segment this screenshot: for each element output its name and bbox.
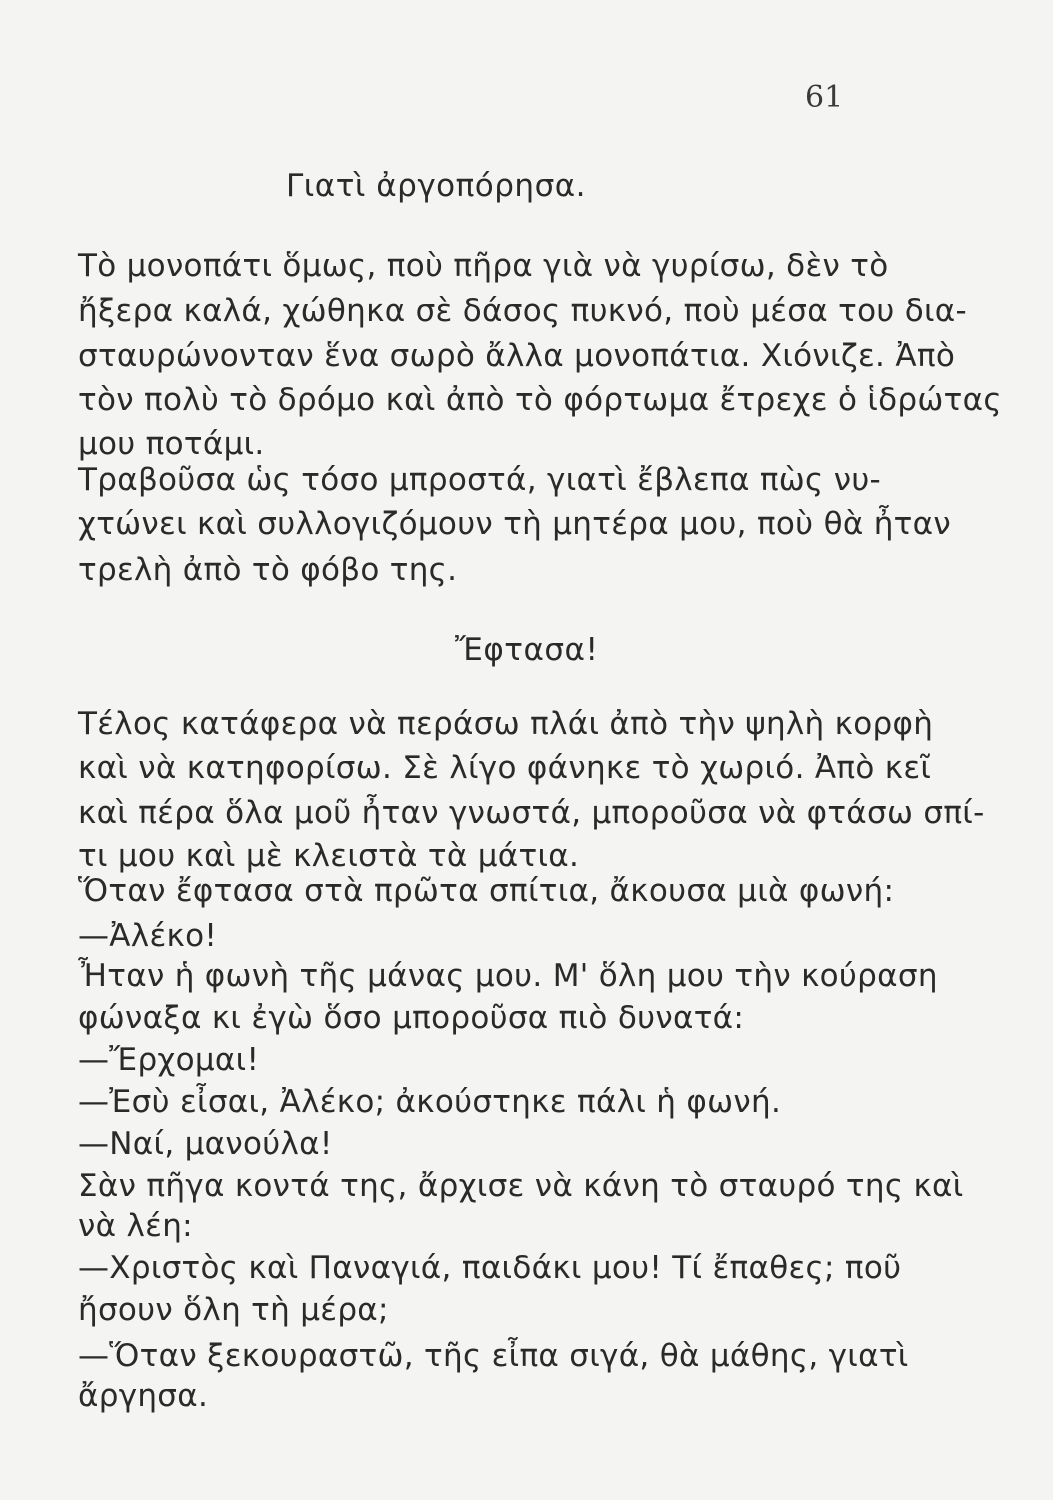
- paragraph-line: τι μου καὶ μὲ κλειστὰ τὰ μάτια.: [78, 838, 580, 874]
- dialogue-line: —Ὅταν ξεκουραστῶ, τῆς εἶπα σιγά, θὰ μάθης, γιατὶ: [78, 1338, 909, 1374]
- dialogue-line: —Ἐσὺ εἶσαι, Ἀλέκο; ἀκούστηκε πάλι ἡ φωνή.: [78, 1084, 782, 1120]
- paragraph-line: φώναξα κι ἐγὼ ὅσο μποροῦσα πιὸ δυνατά:: [78, 1000, 745, 1036]
- paragraph-line: Σὰν πῆγα κοντά της, ἄρχισε νὰ κάνη τὸ σταυρό της καὶ: [78, 1168, 964, 1204]
- paragraph-line: τὸν πολὺ τὸ δρόμο καὶ ἀπὸ τὸ φόρτωμα ἔτρεχε ὁ ἱδρώτας: [78, 382, 1002, 418]
- paragraph-line: Ὅταν ἔφτασα στὰ πρῶτα σπίτια, ἄκουσα μιὰ φωνή:: [78, 873, 895, 909]
- paragraph-line: Τραβοῦσα ὡς τόσο μπροστά, γιατὶ ἔβλεπα πὼς νυ-: [78, 462, 882, 498]
- page-number: 61: [805, 80, 844, 115]
- paragraph-line: Τὸ μονοπάτι ὅμως, ποὺ πῆρα γιὰ νὰ γυρίσω, δὲν τὸ: [78, 248, 889, 284]
- paragraph-line: νὰ λέη:: [78, 1208, 193, 1244]
- dialogue-line: —Ἀλέκο!: [78, 918, 218, 954]
- dialogue-line: —Ναί, μανούλα!: [78, 1126, 333, 1162]
- section-title-delay: Γιατὶ ἀργοπόρησα.: [286, 168, 587, 204]
- paragraph-line: σταυρώνονταν ἕνα σωρὸ ἄλλα μονοπάτια. Χιόνιζε. Ἀπὸ: [78, 338, 956, 374]
- paragraph-line: καὶ νὰ κατηφορίσω. Σὲ λίγο φάνηκε τὸ χωριό. Ἀπὸ κεῖ: [78, 750, 932, 786]
- dialogue-line: —Χριστὸς καὶ Παναγιά, παιδάκι μου! Τί ἔπαθες; ποῦ: [78, 1250, 902, 1286]
- paragraph-line: χτώνει καὶ συλλογιζόμουν τὴ μητέρα μου, ποὺ θὰ ἦταν: [78, 506, 951, 542]
- paragraph-line: τρελὴ ἀπὸ τὸ φόβο της.: [78, 552, 458, 588]
- paragraph-line: Ἦταν ἡ φωνὴ τῆς μάνας μου. Μ' ὅλη μου τὴν κούραση: [78, 958, 938, 994]
- paragraph-line: Τέλος κατάφερα νὰ περάσω πλάι ἀπὸ τὴν ψηλὴ κορφὴ: [78, 706, 934, 742]
- section-title-arrived: Ἔφτασα!: [455, 632, 599, 668]
- paragraph-line: μου ποτάμι.: [78, 426, 265, 462]
- paragraph-line: ἤξερα καλά, χώθηκα σὲ δάσος πυκνό, ποὺ μέσα του δια-: [78, 293, 968, 329]
- dialogue-line: —Ἔρχομαι!: [78, 1042, 260, 1078]
- paragraph-line: ἄργησα.: [78, 1378, 209, 1414]
- paragraph-line: ἤσουν ὅλη τὴ μέρα;: [78, 1292, 389, 1328]
- paragraph-line: καὶ πέρα ὅλα μοῦ ἦταν γνωστά, μποροῦσα νὰ φτάσω σπί-: [78, 795, 985, 831]
